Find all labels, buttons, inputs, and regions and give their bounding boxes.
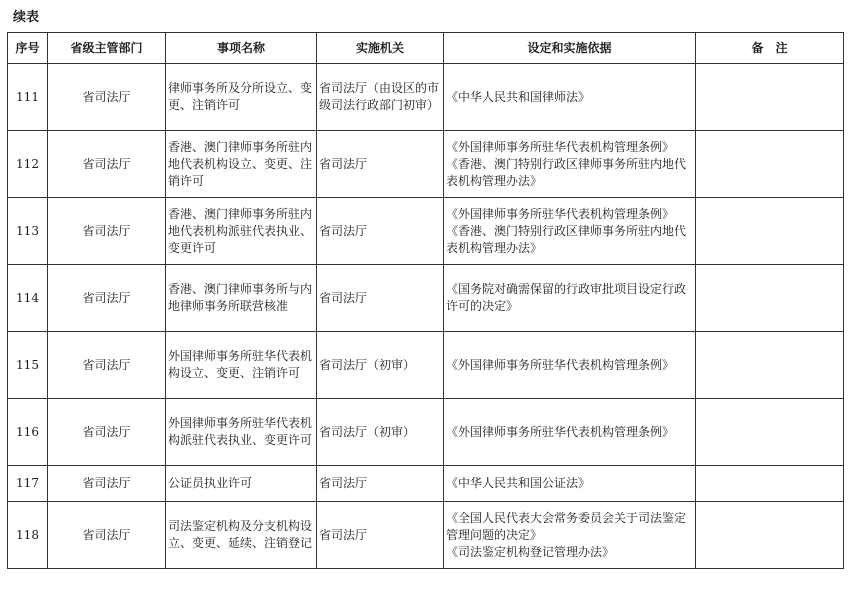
header-dept: 省级主管部门	[48, 33, 166, 64]
cell-dept: 省司法厅	[48, 502, 166, 569]
cell-dept: 省司法厅	[48, 399, 166, 466]
cell-remark	[696, 198, 844, 265]
table-row	[8, 131, 844, 198]
cell-dept: 省司法厅	[48, 332, 166, 399]
cell-remark	[696, 64, 844, 131]
cell-item: 公证员执业许可	[166, 466, 317, 502]
cell-agency: 省司法厅	[317, 198, 444, 265]
basis-document: 《中华人民共和国公证法》	[446, 476, 591, 490]
cell-no: 118	[8, 502, 48, 569]
cell-basis	[444, 466, 696, 502]
cell-dept: 省司法厅	[48, 265, 166, 332]
basis-document: 《外国律师事务所驻华代表机构管理条例》	[446, 206, 675, 221]
cell-remark	[696, 466, 844, 502]
cell-agency: 省司法厅（初审）	[317, 399, 444, 466]
table-row	[8, 502, 844, 569]
header-basis: 设定和实施依据	[444, 33, 696, 64]
cell-dept: 省司法厅	[48, 466, 166, 502]
cell-item: 外国律师事务所驻华代表机构设立、变更、注销许可	[166, 332, 317, 399]
basis-document: 《外国律师事务所驻华代表机构管理条例》	[446, 424, 675, 439]
cell-no: 115	[8, 332, 48, 399]
header-remark: 备 注	[696, 33, 844, 64]
basis-document: 《全国人民代表大会常务委员会关于司法鉴定管理问题的决定》	[446, 510, 687, 542]
cell-remark	[696, 399, 844, 466]
basis-document: 《香港、澳门特别行政区律师事务所驻内地代表机构管理办法》	[446, 223, 687, 255]
cell-dept: 省司法厅	[48, 198, 166, 265]
table-row	[8, 399, 844, 466]
table-row	[8, 265, 844, 332]
basis-document: 《香港、澳门特别行政区律师事务所驻内地代表机构管理办法》	[446, 156, 687, 188]
cell-item: 香港、澳门律师事务所驻内地代表机构派驻代表执业、变更许可	[166, 198, 317, 265]
cell-no: 116	[8, 399, 48, 466]
cell-agency: 省司法厅	[317, 502, 444, 569]
table-row	[8, 466, 844, 502]
cell-agency: 省司法厅	[317, 265, 444, 332]
cell-dept: 省司法厅	[48, 131, 166, 198]
cell-item: 司法鉴定机构及分支机构设立、变更、延续、注销登记	[166, 502, 317, 569]
cell-agency: 省司法厅	[317, 131, 444, 198]
cell-remark	[696, 131, 844, 198]
table-row	[8, 64, 844, 131]
cell-item: 外国律师事务所驻华代表机构派驻代表执业、变更许可	[166, 399, 317, 466]
basis-document: 《外国律师事务所驻华代表机构管理条例》	[446, 357, 675, 372]
cell-dept: 省司法厅	[48, 64, 166, 131]
cell-basis	[444, 265, 696, 332]
cell-item: 香港、澳门律师事务所与内地律师事务所联营核准	[166, 265, 317, 332]
cell-basis	[444, 198, 696, 265]
cell-agency: 省司法厅（由设区的市级司法行政部门初审）	[317, 64, 444, 131]
cell-remark	[696, 332, 844, 399]
cell-no: 112	[8, 131, 48, 198]
cell-remark	[696, 502, 844, 569]
cell-no: 113	[8, 198, 48, 265]
table-caption: 续表	[13, 10, 40, 25]
header-no: 序号	[8, 33, 48, 64]
table-body	[8, 64, 844, 569]
cell-basis	[444, 399, 696, 466]
cell-basis	[444, 332, 696, 399]
cell-item: 香港、澳门律师事务所驻内地代表机构设立、变更、注销许可	[166, 131, 317, 198]
cell-remark	[696, 265, 844, 332]
header-item: 事项名称	[166, 33, 317, 64]
cell-no: 111	[8, 64, 48, 131]
cell-basis	[444, 502, 696, 569]
cell-basis	[444, 64, 696, 131]
cell-basis	[444, 131, 696, 198]
cell-item: 律师事务所及分所设立、变更、注销许可	[166, 64, 317, 131]
cell-agency: 省司法厅	[317, 466, 444, 502]
cell-no: 114	[8, 265, 48, 332]
basis-document: 《国务院对确需保留的行政审批项目设定行政许可的决定》	[446, 282, 687, 313]
licensing-table	[7, 32, 844, 569]
basis-document: 《外国律师事务所驻华代表机构管理条例》	[446, 139, 675, 154]
cell-no: 117	[8, 466, 48, 502]
cell-agency: 省司法厅（初审）	[317, 332, 444, 399]
header-agency: 实施机关	[317, 33, 444, 64]
table-row	[8, 332, 844, 399]
header-row	[8, 33, 844, 64]
basis-document: 《司法鉴定机构登记管理办法》	[446, 544, 615, 559]
table-row	[8, 198, 844, 265]
basis-document: 《中华人民共和国律师法》	[446, 89, 591, 104]
